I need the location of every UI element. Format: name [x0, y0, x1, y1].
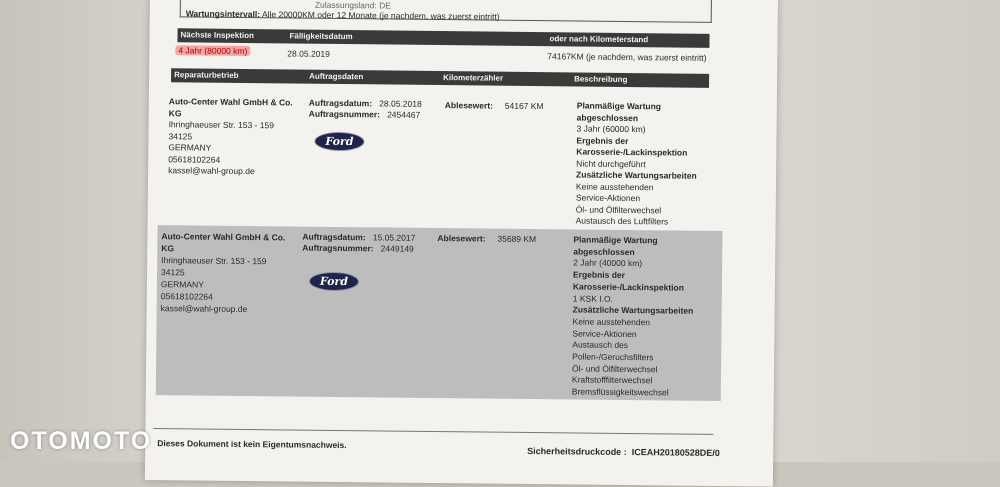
service-document: [145, 0, 778, 487]
order-data-1: Auftragsdatum: 28.05.2018 Auftragsnummer: 2454467: [308, 97, 422, 120]
next-inspection-value: 4 Jahr (80000 km): [175, 45, 250, 56]
header-order-data: Auftragsdaten: [309, 71, 364, 82]
interval-value: Alle 20000KM oder 12 Monate (je nachdem, was zuerst eintritt): [261, 9, 500, 22]
odometer-2: Ablesewert: 35689 KM: [437, 233, 537, 245]
header-description: Beschreibung: [574, 74, 628, 85]
interval-row: [186, 8, 500, 21]
description-2: Planmäßige Wartung abgeschlossen 2 Jahr (40000 km) Ergebnis der Karosserie-/Lackinspektion 1 KSK I.O. Zusätzliche Wartungsarbeiten Keine ausstehenden Service-Aktionen Austausch des Pollen-/Geruchsfilters Öl- und Ölfilterwechsel Kraftstofffilterwechsel Bremsflüssigkeitswechsel: [571, 234, 694, 398]
workshop-address-1: Auto-Center Wahl GmbH & Co. KG Ihringhaeuser Str. 153 - 159 34125 GERMANY 05618102264 kassel@wahl-group.de: [168, 96, 293, 177]
header-odometer: Kilometerzähler: [443, 73, 504, 83]
interval-label: Wartungsintervall:: [185, 8, 261, 20]
footer-note: Dieses Dokument ist kein Eigentumsnachweis.: [157, 438, 347, 451]
header-next-inspection: Nächste Inspektion: [180, 30, 254, 41]
country-line: Zulassungsland: DE: [314, 0, 391, 11]
ford-logo-icon: Ford: [309, 272, 359, 292]
header-workshop: Reparaturbetrieb: [174, 70, 239, 80]
due-date-value: 28.05.2019: [287, 48, 330, 59]
header-km: oder nach Kilometerstand: [549, 34, 649, 45]
order-data-2: Auftragsdatum: 15.05.2017 Auftragsnummer: 2449149: [302, 231, 416, 254]
service-table-header: [171, 68, 709, 88]
footer-divider: [153, 428, 713, 435]
header-due-date: Fälligkeitsdatum: [289, 31, 353, 42]
security-code: Sicherheitsdruckcode : ICEAH20180528DE/0: [527, 445, 720, 458]
km-value: 74167KM (je nachdem, was zuerst eintritt): [547, 51, 707, 63]
next-inspection-header: [177, 28, 709, 48]
otomoto-watermark-logo: OTOMOTO: [10, 427, 153, 455]
ford-logo-icon: Ford: [314, 132, 364, 152]
background-right: [760, 0, 1000, 462]
workshop-address-2: Auto-Center Wahl GmbH & Co. KG Ihringhaeuser Str. 153 - 159 34125 GERMANY 05618102264 kassel@wahl-group.de: [160, 231, 286, 315]
description-1: Planmäßige Wartung abgeschlossen 3 Jahr (60000 km) Ergebnis der Karosserie-/Lackinspektion Nicht durchgeführt Zusätzliche Wartungsarbeiten Keine ausstehenden Service-Aktionen Öl- und Ölfilterwechsel Austausch des Luftfilters: [575, 100, 697, 227]
odometer-1: Ablesewert: 54167 KM: [444, 100, 544, 112]
